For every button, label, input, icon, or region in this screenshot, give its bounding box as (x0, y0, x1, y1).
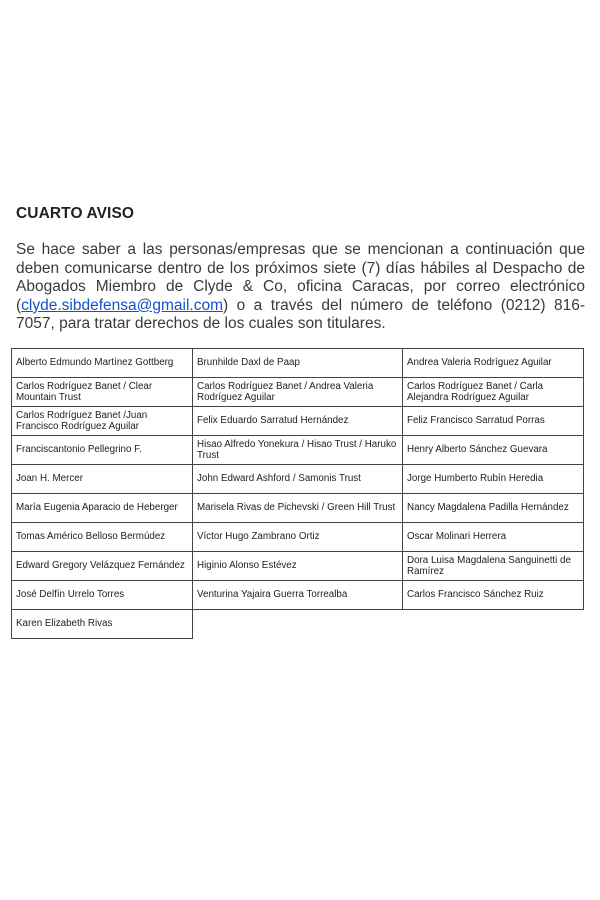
name-cell: Brunhilde Daxl de Paap (193, 349, 403, 378)
name-cell: Carlos Rodríguez Banet / Andrea Valeria Rodríguez Aguilar (193, 378, 403, 407)
name-cell: Edward Gregory Velázquez Fernández (12, 552, 193, 581)
table-row (12, 349, 584, 378)
table-row (12, 552, 584, 581)
table-row (12, 436, 584, 465)
table-row (12, 378, 584, 407)
name-cell: Venturina Yajaira Guerra Torrealba (193, 581, 403, 610)
name-cell: Jorge Humberto Rubín Heredia (403, 465, 584, 494)
name-cell: Higinio Alonso Estévez (193, 552, 403, 581)
notice-body-closing: ) o a través del número de teléfono (0212) 816-7057, para tratar derechos de los cuales son titulares. (16, 296, 585, 333)
names-table-body (12, 349, 584, 639)
name-cell: Alberto Edmundo Martínez Gottberg (12, 349, 193, 378)
name-cell: Carlos Francisco Sánchez Ruiz (403, 581, 584, 610)
name-cell: Henry Alberto Sánchez Guevara (403, 436, 584, 465)
name-cell: Víctor Hugo Zambrano Ortiz (193, 523, 403, 552)
table-row (12, 494, 584, 523)
table-row (12, 465, 584, 494)
table-row (12, 407, 584, 436)
name-cell: José Delfín Urrelo Torres (12, 581, 193, 610)
notice-body (16, 241, 585, 334)
table-row (12, 610, 584, 639)
table-row (12, 523, 584, 552)
contact-email-link[interactable]: clyde.sibdefensa@gmail.com (21, 296, 223, 314)
name-cell: Hisao Alfredo Yonekura / Hisao Trust / Haruko Trust (193, 436, 403, 465)
name-cell: Carlos Rodríguez Banet / Clear Mountain Trust (12, 378, 193, 407)
name-cell: Andrea Valeria Rodríguez Aguilar (403, 349, 584, 378)
name-cell: Franciscantonio Pellegrino F. (12, 436, 193, 465)
empty-cell (403, 610, 584, 639)
name-cell: Nancy Magdalena Padilla Hernández (403, 494, 584, 523)
name-cell: Feliz Francisco Sarratud Porras (403, 407, 584, 436)
name-cell: Felix Eduardo Sarratud Hernández (193, 407, 403, 436)
name-cell: Dora Luisa Magdalena Sanguinetti de Ramírez (403, 552, 584, 581)
name-cell: Joan H. Mercer (12, 465, 193, 494)
name-cell: Tomas Américo Belloso Bermúdez (12, 523, 193, 552)
name-cell: Carlos Rodríguez Banet /Juan Francisco Rodríguez Aguilar (12, 407, 193, 436)
names-table (11, 348, 584, 639)
name-cell: Marisela Rivas de Pichevski / Green Hill Trust (193, 494, 403, 523)
name-cell: María Eugenia Aparacio de Heberger (12, 494, 193, 523)
name-cell: Oscar Molinari Herrera (403, 523, 584, 552)
table-row (12, 581, 584, 610)
notice-body-intro: Se hace saber a las personas/empresas que se mencionan a continuación que deben comunicarse dentro de los próximos siete (7) días hábiles al Despacho de Abogados Miembro de Clyde & Co, oficina Caracas, por correo electrónico ( (16, 241, 585, 314)
notice-title: CUARTO AVISO (16, 205, 135, 222)
name-cell: John Edward Ashford / Samonis Trust (193, 465, 403, 494)
empty-cell (193, 610, 403, 639)
name-cell: Carlos Rodríguez Banet / Carla Alejandra Rodríguez Aguilar (403, 378, 584, 407)
name-cell: Karen Elizabeth Rivas (12, 610, 193, 639)
